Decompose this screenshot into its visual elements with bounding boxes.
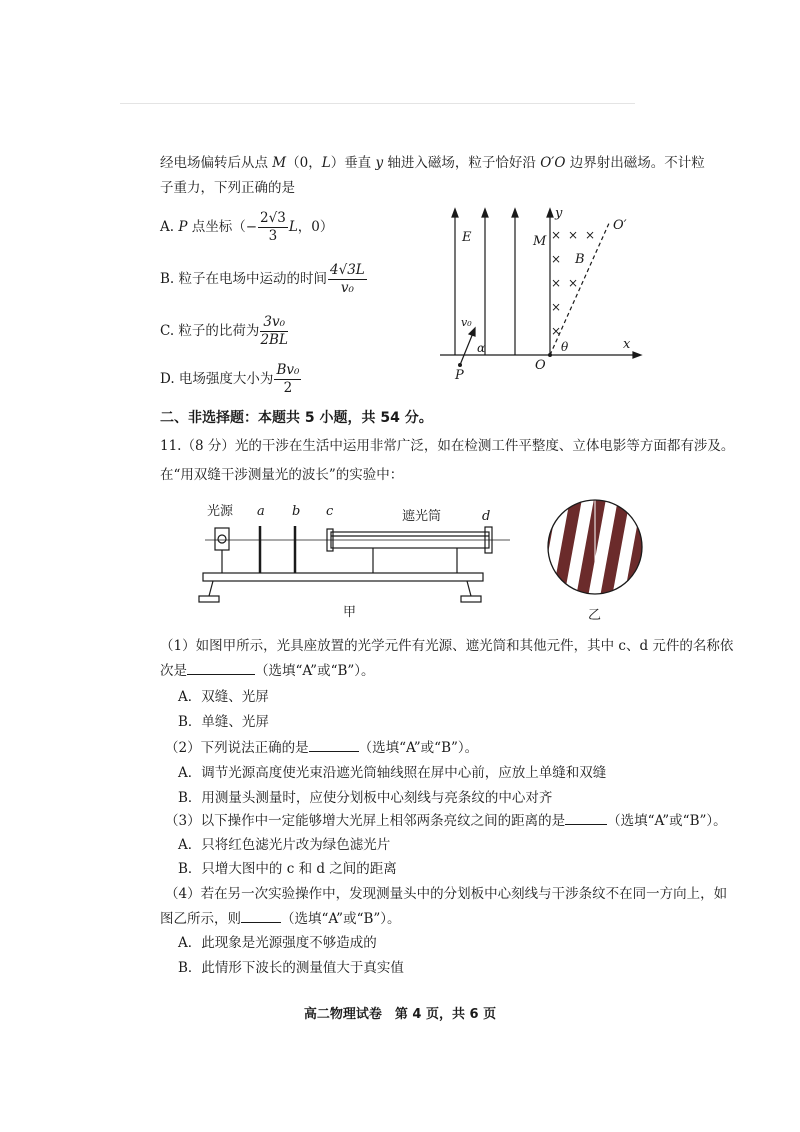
magnetic-crosses bbox=[551, 228, 595, 338]
q11-p4-option-b: B．此情形下波长的测量值大于真实值 bbox=[178, 960, 404, 976]
label-M: M bbox=[533, 234, 547, 249]
cross: × bbox=[568, 228, 579, 242]
section-title: 二、非选择题：本题共 5 小题，共 54 分。 bbox=[160, 410, 433, 426]
q10-option-d: D. 电场强度大小为 $\frac{\text{Bv₀}}{2}$ bbox=[160, 362, 300, 396]
cross: × bbox=[568, 276, 579, 290]
label-O: O bbox=[535, 358, 546, 373]
q10-option-c: C. 粒子的比荷为 $\frac{\text{3v₀}}{2BL}$ bbox=[160, 314, 288, 348]
q11-p3-option-a: A．只将红色滤光片改为绿色滤光片 bbox=[178, 837, 391, 853]
label-yi: 乙 bbox=[588, 608, 602, 623]
fringe-figure bbox=[540, 498, 650, 623]
answer-blank-4[interactable] bbox=[241, 910, 281, 923]
answer-blank-3[interactable] bbox=[565, 812, 607, 825]
q10-stem-line1: 经电场偏转后从点 M（0，L）垂直 y 轴进入磁场，粒子恰好沿 O′O 边界射出磁场。不计粒 bbox=[160, 155, 705, 171]
light-source-box bbox=[215, 528, 229, 550]
label-alpha: α bbox=[477, 341, 486, 355]
label-y: y bbox=[555, 206, 563, 221]
q10-stem-line2: 子重力，下列正确的是 bbox=[160, 180, 295, 196]
label-b: b bbox=[292, 504, 301, 519]
label-light-source: 光源 bbox=[207, 504, 234, 519]
cross: × bbox=[551, 252, 562, 266]
header-rule bbox=[120, 103, 635, 104]
q11-p3-option-b: B．只增大图中的 c 和 d 之间的距离 bbox=[178, 861, 397, 877]
q11-p2: （2）下列说法正确的是 （选填“A”或“B”）。 bbox=[165, 740, 479, 756]
label-B: B bbox=[575, 252, 585, 267]
cross: × bbox=[551, 324, 562, 338]
label-tube: 遮光筒 bbox=[402, 509, 442, 524]
cross: × bbox=[551, 276, 562, 290]
label-v0: v₀ bbox=[461, 316, 472, 329]
field-diagram bbox=[425, 205, 665, 380]
q11-intro-line1: 11.（8 分）光的干涉在生活中运用非常广泛，如在检测工件平整度、立体电影等方面都有涉及。 bbox=[160, 438, 735, 454]
q11-p1-option-b: B．单缝、光屏 bbox=[178, 714, 269, 730]
label-jia: 甲 bbox=[343, 605, 357, 620]
q11-p1-option-a: A．双缝、光屏 bbox=[178, 689, 269, 705]
cross: × bbox=[551, 228, 562, 242]
q10-option-a: A. P 点坐标（− $\frac{2√3}{3}$ L，0） bbox=[160, 210, 334, 244]
page-footer: 高二物理试卷 第 4 页，共 6 页 bbox=[303, 1007, 497, 1022]
label-P: P bbox=[455, 368, 464, 380]
q11-p1-line2: 次是 （选填“A”或“B”）。 bbox=[160, 663, 375, 679]
apparatus-figure bbox=[195, 498, 525, 623]
label-theta: θ bbox=[561, 340, 569, 354]
q11-p2-option-b: B．用测量头测量时，应使分划板中心刻线与亮条纹的中心对齐 bbox=[178, 790, 553, 806]
answer-blank-2[interactable] bbox=[309, 739, 359, 752]
label-d: d bbox=[482, 509, 491, 524]
v0-vector bbox=[460, 333, 473, 365]
bulb-icon bbox=[218, 535, 226, 543]
q11-p1-line1: （1）如图甲所示，光具座放置的光学元件有光源、遮光筒和其他元件，其中 c、d 元件的名称依 bbox=[160, 638, 734, 654]
q11-p2-option-a: A．调节光源高度使光束沿遮光筒轴线照在屏中心前，应放上单缝和双缝 bbox=[178, 765, 607, 781]
label-c: c bbox=[326, 504, 334, 519]
cross: × bbox=[585, 228, 596, 242]
label-O-prime: O′ bbox=[613, 218, 627, 233]
q11-intro-line2: 在“用双缝干涉测量光的波长”的实验中： bbox=[160, 467, 404, 483]
label-x: x bbox=[623, 337, 631, 352]
label-a: a bbox=[257, 504, 265, 519]
q11-p3: （3）以下操作中一定能够增大光屏上相邻两条亮纹之间的距离的是 （选填“A”或“B”）。 bbox=[165, 813, 727, 829]
q11-p4-line2: 图乙所示，则 （选填“A”或“B”）。 bbox=[160, 911, 401, 927]
q11-p4-option-a: A．此现象是光源强度不够造成的 bbox=[178, 935, 377, 951]
cross: × bbox=[551, 300, 562, 314]
optical-bench bbox=[203, 573, 483, 581]
q11-p4-line1: （4）若在另一次实验操作中，发现测量头中的分划板中心刻线与干涉条纹不在同一方向上，如 bbox=[165, 886, 728, 902]
q10-option-b: B. 粒子在电场中运动的时间 $\frac{4√3L}{\text{v₀}}$ bbox=[160, 262, 365, 296]
answer-blank-1[interactable] bbox=[187, 662, 255, 675]
label-E: E bbox=[462, 230, 472, 245]
